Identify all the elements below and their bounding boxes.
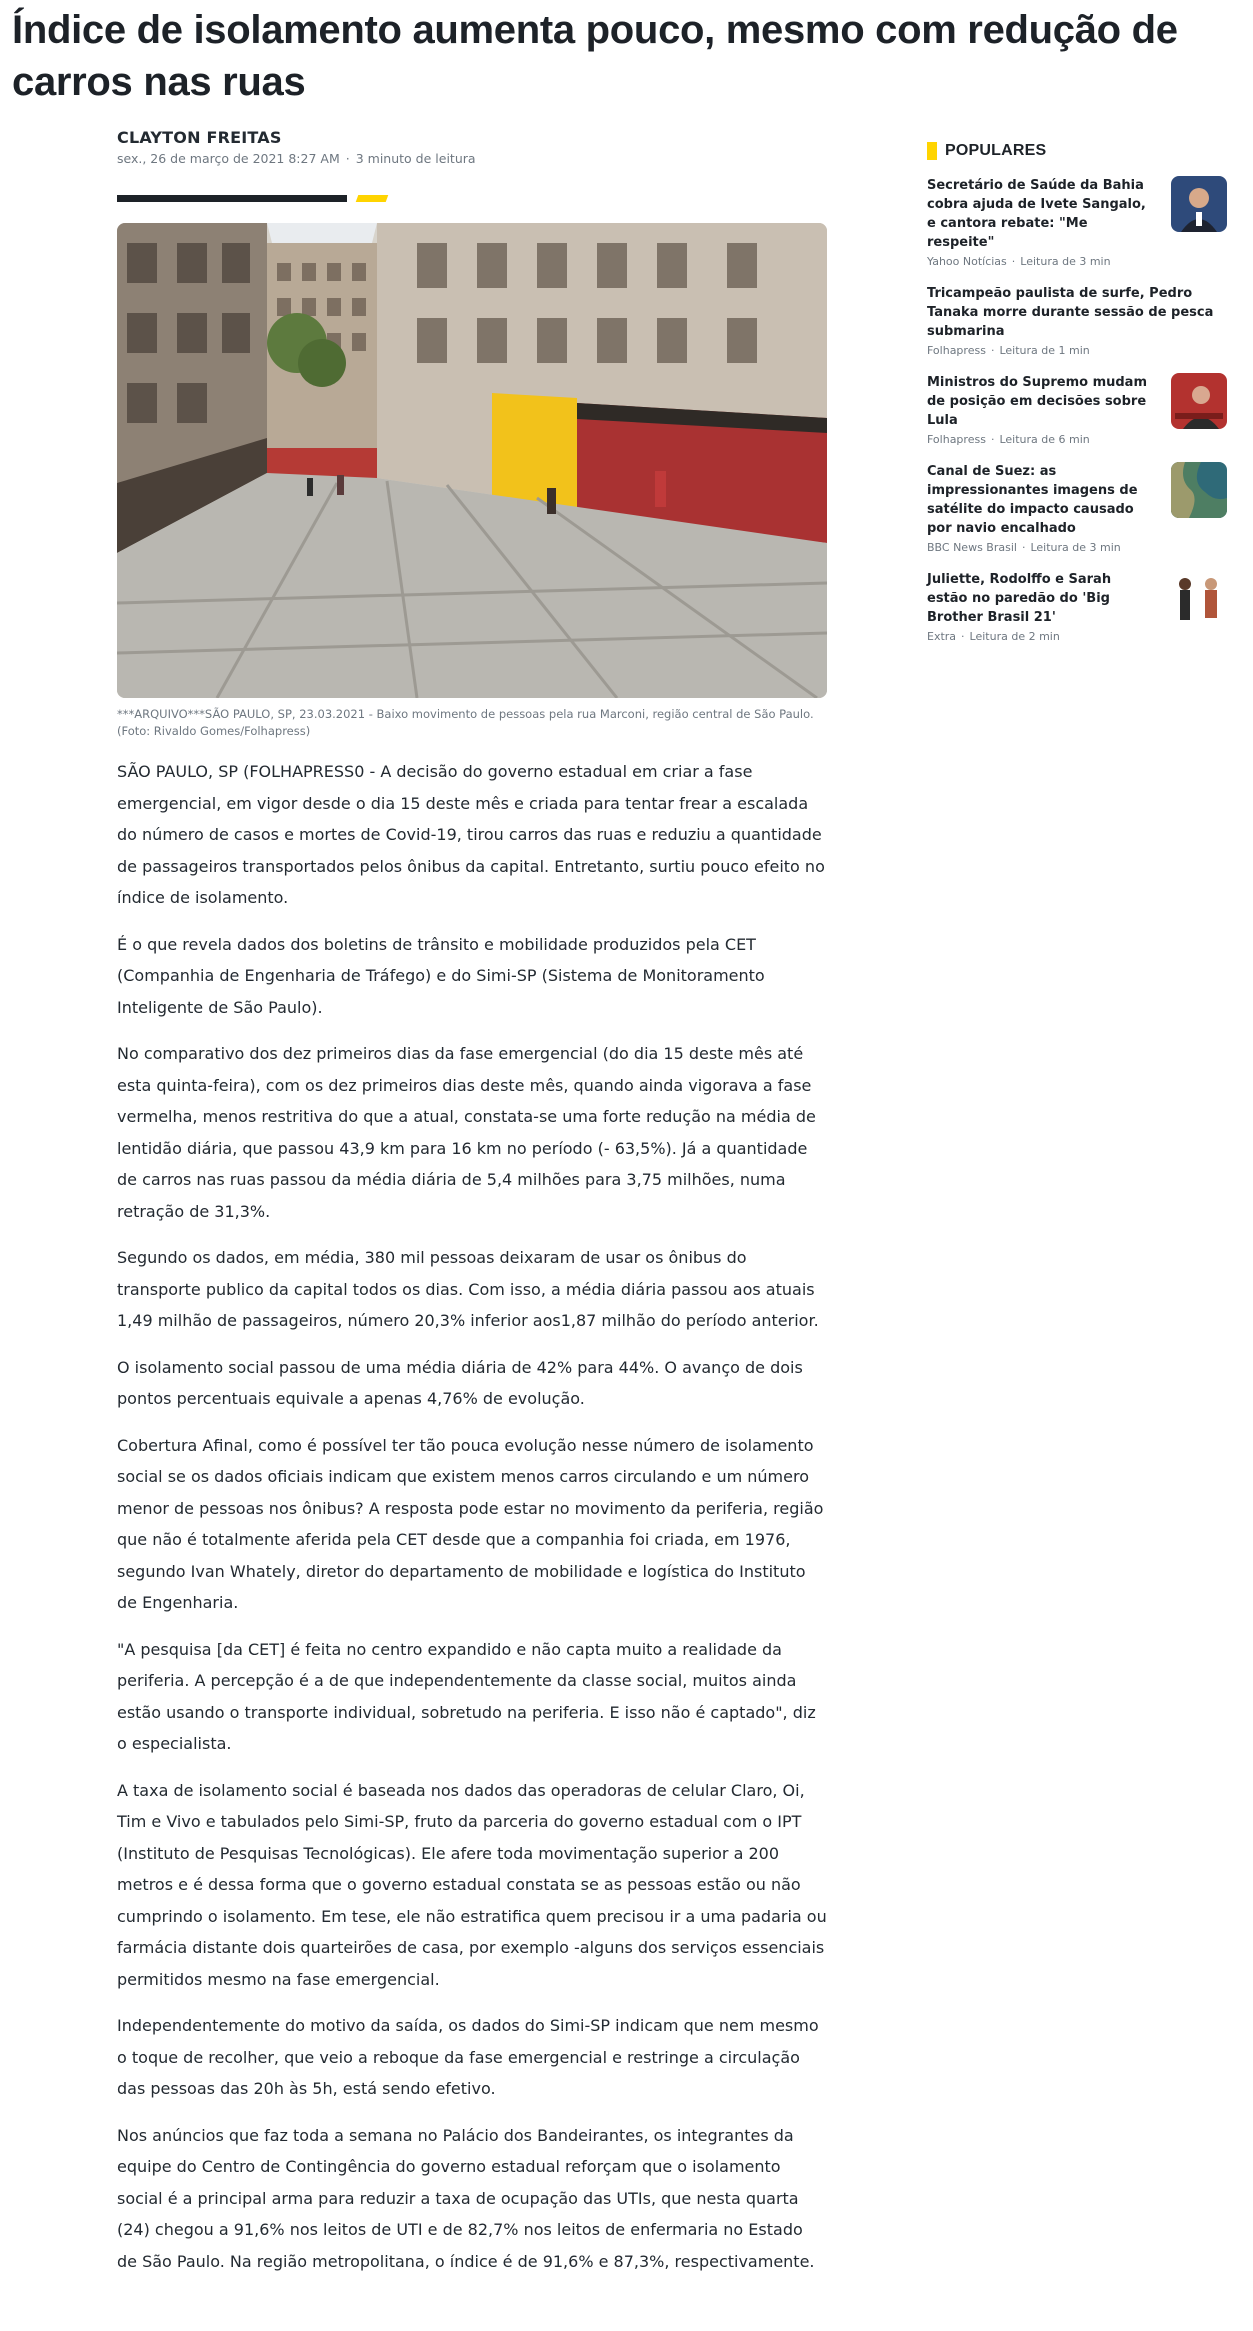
popular-item-meta bbox=[927, 432, 1155, 448]
popular-item-thumbnail[interactable] bbox=[1171, 373, 1227, 429]
meta-separator: · bbox=[990, 433, 995, 446]
popular-item-title[interactable]: Juliette, Rodolffo e Sarah estão no paredão do 'Big Brother Brasil 21' bbox=[927, 572, 1112, 625]
popular-item-thumbnail[interactable] bbox=[1171, 570, 1227, 626]
popular-item-source: Folhapress bbox=[927, 344, 986, 357]
popular-item-thumbnail[interactable] bbox=[1171, 462, 1227, 518]
popular-accent-bar bbox=[927, 142, 937, 160]
popular-item-meta bbox=[927, 629, 1155, 645]
article-paragraph: Nos anúncios que faz toda a semana no Palácio dos Bandeirantes, os integrantes da equipe do Centro de Contingência do governo estadual reforçam que o isolamento social é a principal arma para reduzir a taxa de ocupação das UTIs, que nesta quarta (24) chegou a 91,6% nos leitos de UTI e de 82,7% nos leitos de enfermaria no Estado de São Paulo. Na região metropolitana, o índice é de 91,6% e 87,3%, respectivamente. bbox=[117, 2125, 815, 2271]
popular-item-meta bbox=[927, 343, 1217, 359]
meta-separator: · bbox=[345, 151, 350, 166]
meta-separator: · bbox=[990, 344, 995, 357]
headline: Índice de isolamento aumenta pouco, mesmo com redução de carros nas ruas bbox=[12, 8, 1178, 104]
popular-item-read-time: Leitura de 3 min bbox=[1030, 541, 1121, 554]
publish-date: sex., 26 de março de 2021 8:27 AM bbox=[117, 151, 340, 166]
divider-yellow-bar bbox=[356, 195, 389, 202]
popular-item-read-time: Leitura de 3 min bbox=[1020, 255, 1111, 268]
article-paragraph: É o que revela dados dos boletins de trânsito e mobilidade produzidos pela CET (Companhia de Engenharia de Tráfego) e do Simi-SP (Sistema de Monitoramento Inteligente de São Paulo). bbox=[117, 934, 765, 1017]
author-name[interactable]: CLAYTON FREITAS bbox=[117, 128, 282, 147]
popular-item[interactable] bbox=[927, 570, 1227, 645]
popular-sidebar bbox=[927, 140, 1227, 659]
article-paragraph: Cobertura Afinal, como é possível ter tão pouca evolução nesse número de isolamento social se os dados oficiais indicam que existem menos carros circulando e um número menor de pessoas nos ônibus? A resposta pode estar no movimento da periferia, região que não é totalmente aferida pela CET desde que a companhia foi criada, em 1976, segundo Ivan Whately, diretor do departamento de mobilidade e logística do Instituto de Engenharia. bbox=[117, 1435, 824, 1612]
article-paragraph: O isolamento social passou de uma média diária de 42% para 44%. O avanço de dois pontos percentuais equivale a apenas 4,76% de evolução. bbox=[117, 1357, 803, 1408]
popular-item-source: BBC News Brasil bbox=[927, 541, 1017, 554]
street-photo-illustration bbox=[117, 223, 827, 698]
popular-item[interactable] bbox=[927, 462, 1227, 556]
man-suit-portrait-image bbox=[1171, 176, 1227, 232]
meta-separator: · bbox=[961, 630, 965, 643]
satellite-coastline-image bbox=[1171, 462, 1227, 518]
meta-separator: · bbox=[1021, 541, 1026, 554]
article-body bbox=[117, 756, 827, 2292]
article-paragraph: Independentemente do motivo da saída, os dados do Simi-SP indicam que nem mesmo o toque de recolher, que veio a reboque da fase emergencial e restringe a circulação das pessoas das 20h às 5h, está sendo efetivo. bbox=[117, 2016, 819, 2098]
popular-item-meta bbox=[927, 540, 1155, 556]
photo-caption: ***ARQUIVO***SÃO PAULO, SP, 23.03.2021 - Baixo movimento de pessoas pela rua Marconi, região central de São Paulo. (Foto: Rivaldo Gomes/Folhapress) bbox=[117, 707, 814, 738]
popular-item-title[interactable]: Canal de Suez: as impressionantes imagens de satélite do impacto causado por navio encalhado bbox=[927, 464, 1138, 536]
read-time: 3 minuto de leitura bbox=[355, 151, 476, 166]
popular-heading bbox=[927, 140, 1227, 162]
tv-show-contestants-image bbox=[1171, 570, 1227, 626]
article-paragraph: Segundo os dados, em média, 380 mil pessoas deixaram de usar os ônibus do transporte publico da capital todos os dias. Com isso, a média diária passou aos atuais 1,49 milhão de passageiros, número 20,3% inferior aos1,87 milhão do período anterior. bbox=[117, 1248, 819, 1330]
meta-separator: · bbox=[1011, 255, 1016, 268]
popular-item-read-time: Leitura de 1 min bbox=[999, 344, 1090, 357]
popular-item-meta bbox=[927, 254, 1155, 270]
speaker-red-background-image bbox=[1171, 373, 1227, 429]
article-paragraph: A taxa de isolamento social é baseada nos dados das operadoras de celular Claro, Oi, Tim e Vivo e tabulados pelo Simi-SP, fruto da parceria do governo estadual com o IPT (Instituto de Pesquisas Tecnológicas). Ele afere toda movimentação superior a 200 metros e é dessa forma que o governo estadual constata se as pessoas estão ou não cumprindo o isolamento. Em tese, ele não estratifica quem precisou ir a uma padaria ou farmácia distante dois quarteirões de casa, por exemplo -alguns dos serviços essenciais permitidos mesmo na fase emergencial. bbox=[117, 1780, 827, 1989]
popular-item[interactable] bbox=[927, 284, 1227, 359]
popular-item[interactable] bbox=[927, 373, 1227, 448]
popular-title: POPULARES bbox=[945, 142, 1047, 159]
popular-item-title[interactable]: Secretário de Saúde da Bahia cobra ajuda de Ivete Sangalo, e cantora rebate: "Me respeite" bbox=[927, 178, 1146, 250]
popular-item-title[interactable]: Ministros do Supremo mudam de posição em decisões sobre Lula bbox=[927, 375, 1148, 428]
popular-item-source: Extra bbox=[927, 630, 957, 643]
popular-item-read-time: Leitura de 6 min bbox=[999, 433, 1090, 446]
divider-black-bar bbox=[117, 195, 347, 202]
popular-item-source: Folhapress bbox=[927, 433, 986, 446]
article-photo[interactable] bbox=[117, 223, 827, 698]
article-paragraph: SÃO PAULO, SP (FOLHAPRESS0 - A decisão do governo estadual em criar a fase emergencial, em vigor desde o dia 15 deste mês e criada para tentar frear a escalada do número de casos e mortes de Covid-19, tirou carros das ruas e reduziu a quantidade de passageiros transportados pelos ônibus da capital. Entretanto, surtiu pouco efeito no índice de isolamento. bbox=[117, 762, 825, 907]
article-paragraph: No comparativo dos dez primeiros dias da fase emergencial (do dia 15 deste mês até esta quinta-feira), com os dez primeiros dias deste mês, quando ainda vigorava a fase vermelha, menos restritiva do que a atual, constata-se uma forte redução na média de lentidão diária, que passou 43,9 km para 16 km no período (- 63,5%). Já a quantidade de carros nas ruas passou da média diária de 5,4 milhões para 3,75 milhões, numa retração de 31,3%. bbox=[117, 1044, 816, 1221]
article-meta bbox=[117, 151, 476, 166]
popular-item-title[interactable]: Tricampeão paulista de surfe, Pedro Tanaka morre durante sessão de pesca submarina bbox=[927, 286, 1214, 339]
article-paragraph: "A pesquisa [da CET] é feita no centro expandido e não capta muito a realidade da periferia. A percepção é a de que independentemente da classe social, muitos ainda estão usando o transporte individual, sobretudo na periferia. E isso não é captado", diz o especialista. bbox=[117, 1639, 816, 1753]
popular-item-thumbnail[interactable] bbox=[1171, 176, 1227, 232]
popular-item-source: Yahoo Notícias bbox=[927, 255, 1007, 268]
popular-item[interactable] bbox=[927, 176, 1227, 270]
popular-item-read-time: Leitura de 2 min bbox=[969, 630, 1060, 643]
